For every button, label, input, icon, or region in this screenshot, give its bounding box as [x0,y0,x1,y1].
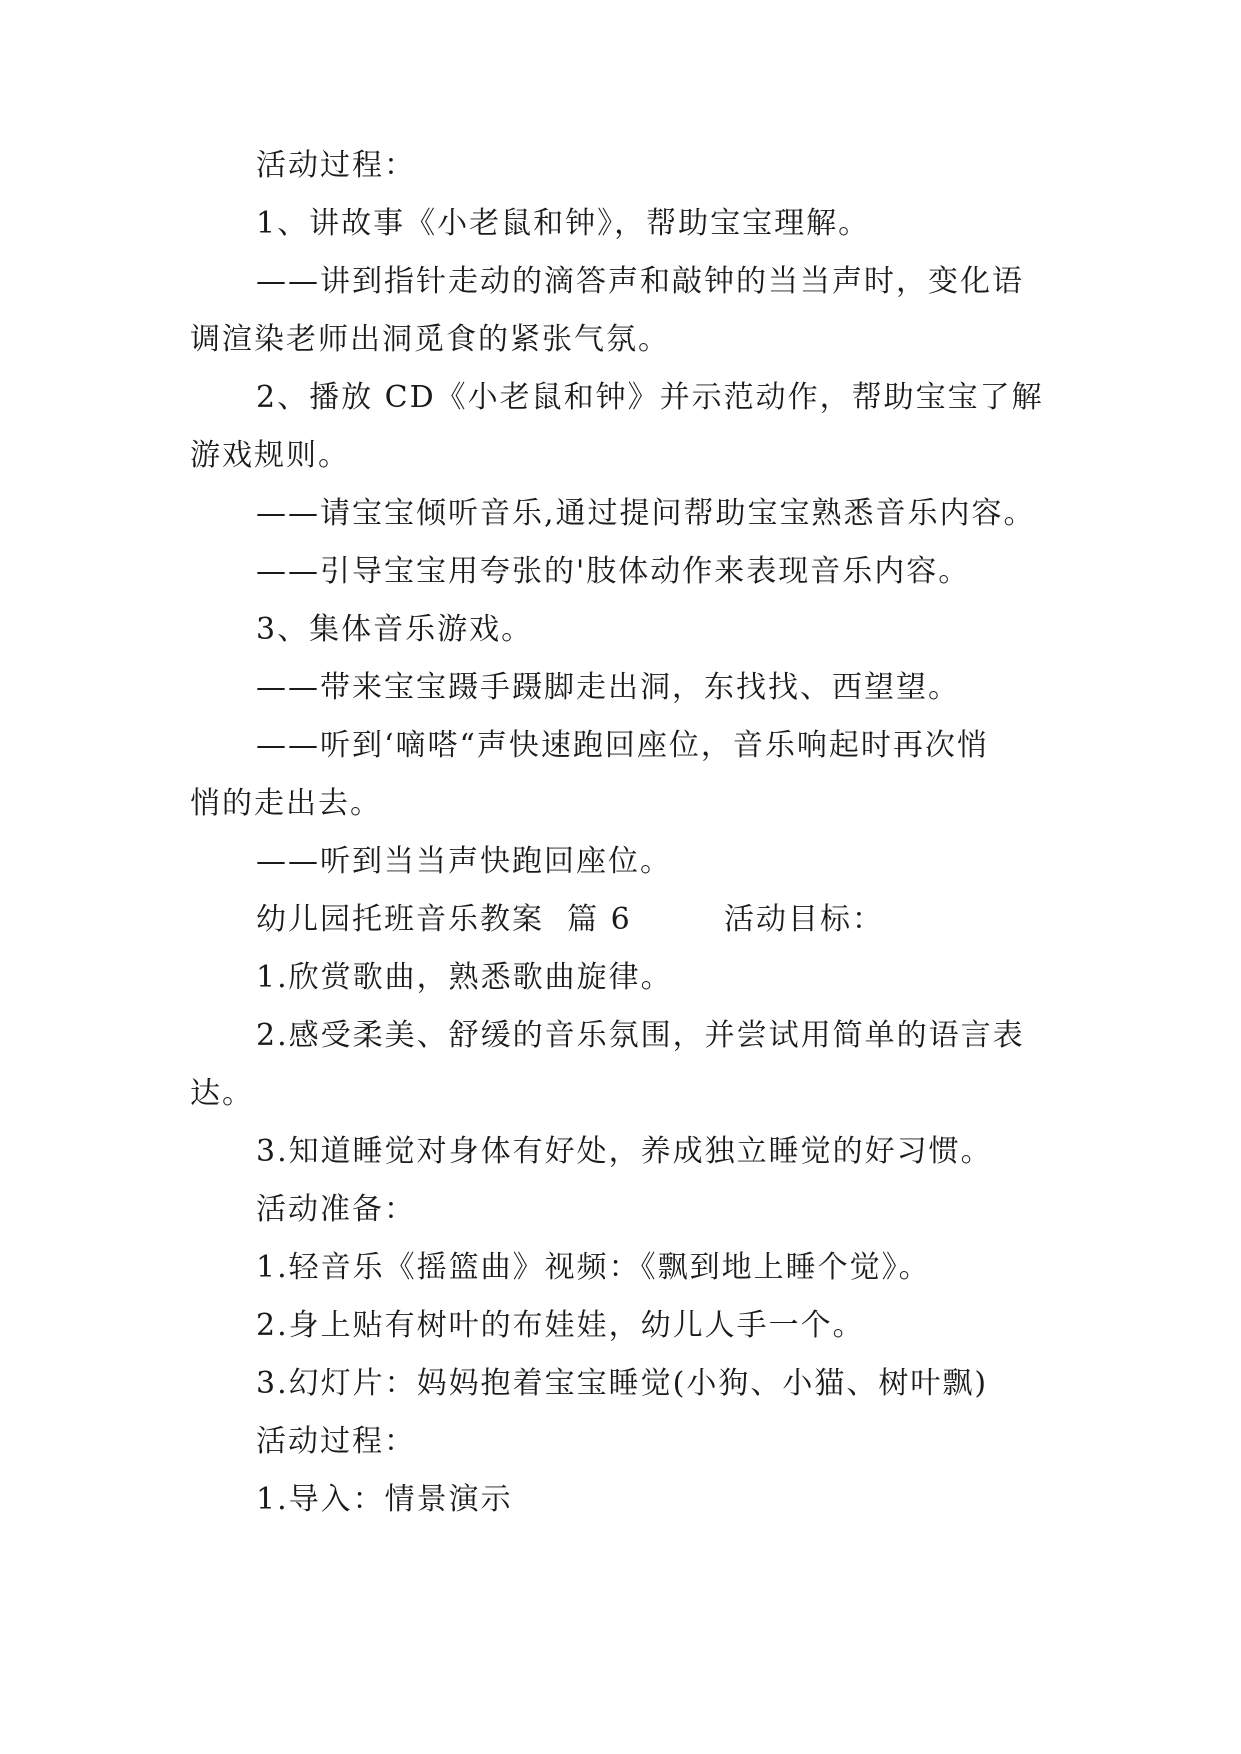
paragraph-line: ——带来宝宝蹑手蹑脚走出洞，东找找、西望望。 [256,670,960,705]
paragraph-line: 3.知道睡觉对身体有好处，养成独立睡觉的好习惯。 [256,1134,993,1169]
paragraph-line: 1.欣赏歌曲，熟悉歌曲旋律。 [256,960,673,995]
paragraph-line: 1、讲故事《小老鼠和钟》，帮助宝宝理解。 [256,206,871,241]
section-title-lesson-6: 幼儿园托班音乐教案 篇 6 活动目标： [256,902,884,937]
paragraph-line: 2、播放 CD《小老鼠和钟》并示范动作，帮助宝宝了解 [256,380,1044,415]
paragraph-line: ——听到当当声快跑回座位。 [256,844,672,879]
paragraph-line: 2.身上贴有树叶的布娃娃，幼儿人手一个。 [256,1308,865,1343]
paragraph-line: 3.幻灯片：妈妈抱着宝宝睡觉(小狗、小猫、树叶飘) [256,1366,989,1401]
paragraph-line: 2.感受柔美、舒缓的音乐氛围，并尝试用简单的语言表 [256,1018,1025,1053]
paragraph-line: 3、集体音乐游戏。 [256,612,534,647]
paragraph-line: 达。 [190,1076,254,1111]
section-heading-activity-process: 活动过程： [256,1424,416,1459]
paragraph-line: 1.导入：情景演示 [256,1482,513,1517]
paragraph-line: ——引导宝宝用夸张的'肢体动作来表现音乐内容。 [256,554,971,589]
section-heading-activity-process: 活动过程： [256,148,416,183]
section-heading-activity-preparation: 活动准备： [256,1192,416,1227]
paragraph-line: 悄的走出去。 [190,786,382,821]
paragraph-line: 调渲染老师出洞觅食的紧张气氛。 [190,322,670,357]
paragraph-line: ——讲到指针走动的滴答声和敲钟的当当声时，变化语 [256,264,1024,299]
paragraph-line: 游戏规则。 [190,438,350,473]
paragraph-line: ——听到‘嘀嗒“声快速跑回座位，音乐响起时再次悄 [256,728,989,763]
paragraph-line: 1.轻音乐《摇篮曲》视频：《飘到地上睡个觉》。 [256,1250,931,1285]
paragraph-line: ——请宝宝倾听音乐,通过提问帮助宝宝熟悉音乐内容。 [256,496,1036,531]
